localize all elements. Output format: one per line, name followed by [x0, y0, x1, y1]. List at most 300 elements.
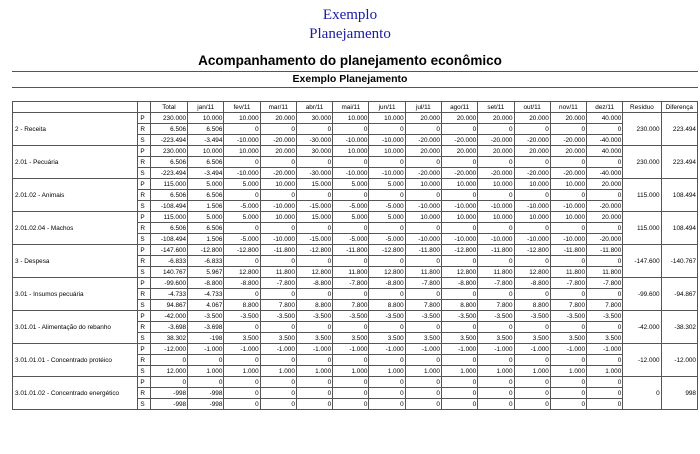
header-total: Total: [150, 102, 187, 113]
month-cell: -3.500: [369, 311, 405, 322]
month-cell: -12.800: [369, 245, 405, 256]
month-cell: 10.000: [369, 146, 405, 157]
month-cell: 11.800: [405, 267, 441, 278]
month-cell: 0: [224, 223, 260, 234]
month-cell: -3.500: [550, 311, 586, 322]
month-cell: 0: [478, 223, 514, 234]
title-divider: [12, 71, 698, 72]
total-cell: -998: [150, 399, 187, 410]
month-cell: 0: [224, 399, 260, 410]
month-cell: -11.800: [260, 245, 296, 256]
month-cell: -20.000: [260, 168, 296, 179]
month-cell: 0: [333, 399, 369, 410]
account-label: 3 - Despesa: [13, 245, 138, 278]
month-cell: 10.000: [260, 212, 296, 223]
month-cell: 0: [514, 256, 550, 267]
month-cell: 0: [369, 124, 405, 135]
row-type: P: [138, 146, 150, 157]
month-cell: 7.800: [550, 300, 586, 311]
month-cell: 0: [224, 388, 260, 399]
month-cell: 0: [587, 256, 623, 267]
month-cell: -7.800: [478, 278, 514, 289]
month-cell: -5.000: [333, 201, 369, 212]
total-cell: -4.733: [150, 289, 187, 300]
total-cell: -12.000: [150, 344, 187, 355]
month-cell: -998: [188, 399, 224, 410]
month-cell: 1.000: [369, 366, 405, 377]
table-row: [13, 146, 698, 157]
total-cell: 38.302: [150, 333, 187, 344]
month-cell: -1.000: [405, 344, 441, 355]
planning-table: [12, 101, 698, 410]
month-cell: 7.800: [587, 300, 623, 311]
month-cell: 0: [296, 289, 332, 300]
table-row: [13, 245, 698, 256]
month-cell: 10.000: [188, 146, 224, 157]
month-cell: 5.000: [224, 212, 260, 223]
month-cell: 1.000: [260, 366, 296, 377]
account-label: 3.01.01 - Alimentação do rebanho: [13, 311, 138, 344]
month-cell: 1.000: [550, 366, 586, 377]
month-cell: 0: [296, 355, 332, 366]
month-cell: 0: [478, 322, 514, 333]
month-cell: 0: [514, 190, 550, 201]
header-row: [13, 102, 698, 113]
month-cell: -10.000: [514, 201, 550, 212]
month-cell: 0: [441, 124, 477, 135]
month-cell: 12.800: [369, 267, 405, 278]
month-cell: -10.000: [333, 168, 369, 179]
month-cell: -20.000: [405, 135, 441, 146]
month-cell: 5.000: [369, 179, 405, 190]
month-cell: 0: [260, 223, 296, 234]
month-cell: 0: [478, 157, 514, 168]
month-cell: 0: [587, 124, 623, 135]
month-cell: 0: [333, 256, 369, 267]
month-cell: 6.506: [188, 223, 224, 234]
month-cell: -20.000: [587, 234, 623, 245]
month-cell: 0: [260, 256, 296, 267]
month-cell: 0: [441, 355, 477, 366]
month-cell: 0: [478, 289, 514, 300]
month-cell: -6.833: [188, 256, 224, 267]
month-cell: 0: [333, 223, 369, 234]
month-cell: 0: [441, 377, 477, 388]
month-cell: 10.000: [333, 146, 369, 157]
month-cell: 5.000: [224, 179, 260, 190]
month-cell: 3.500: [369, 333, 405, 344]
total-cell: -3.698: [150, 322, 187, 333]
month-cell: 15.000: [296, 179, 332, 190]
month-cell: 10.000: [405, 212, 441, 223]
month-cell: -1.000: [514, 344, 550, 355]
month-cell: 0: [296, 124, 332, 135]
month-cell: 0: [369, 322, 405, 333]
month-cell: -3.500: [478, 311, 514, 322]
table-row: [13, 212, 698, 223]
month-cell: 0: [405, 388, 441, 399]
month-cell: 4.067: [188, 300, 224, 311]
month-cell: -7.800: [550, 278, 586, 289]
month-cell: 10.000: [224, 113, 260, 124]
month-cell: -1.000: [587, 344, 623, 355]
month-cell: 0: [369, 190, 405, 201]
month-cell: 0: [514, 157, 550, 168]
month-cell: 0: [587, 190, 623, 201]
month-cell: 1.506: [188, 234, 224, 245]
month-cell: 0: [587, 355, 623, 366]
month-cell: 0: [550, 388, 586, 399]
month-cell: -7.800: [333, 278, 369, 289]
month-cell: -3.698: [188, 322, 224, 333]
month-cell: -20.000: [514, 135, 550, 146]
month-cell: -10.000: [224, 168, 260, 179]
row-type: R: [138, 355, 150, 366]
month-cell: 8.800: [514, 300, 550, 311]
month-cell: 0: [550, 399, 586, 410]
month-cell: -30.000: [296, 168, 332, 179]
month-cell: 3.500: [224, 333, 260, 344]
month-cell: 0: [405, 289, 441, 300]
table-row: [13, 344, 698, 355]
month-cell: -1.000: [369, 344, 405, 355]
month-cell: 0: [296, 377, 332, 388]
month-cell: 10.000: [514, 212, 550, 223]
month-cell: 0: [550, 355, 586, 366]
diferenca-cell: -140.767: [661, 245, 697, 278]
month-cell: -998: [188, 388, 224, 399]
row-type: S: [138, 300, 150, 311]
header-month: jul/11: [405, 102, 441, 113]
month-cell: 0: [405, 256, 441, 267]
month-cell: 0: [369, 289, 405, 300]
diferenca-cell: 223.494: [661, 146, 697, 179]
month-cell: 3.500: [296, 333, 332, 344]
diferenca-cell: -38.302: [661, 311, 697, 344]
month-cell: 0: [369, 223, 405, 234]
month-cell: -10.000: [514, 234, 550, 245]
header-month: set/11: [478, 102, 514, 113]
month-cell: -20.000: [478, 135, 514, 146]
month-cell: 7.800: [333, 300, 369, 311]
month-cell: -7.800: [587, 278, 623, 289]
month-cell: 1.000: [333, 366, 369, 377]
total-cell: -42.000: [150, 311, 187, 322]
month-cell: 1.000: [405, 366, 441, 377]
residuo-cell: -147.600: [623, 245, 661, 278]
month-cell: 0: [224, 289, 260, 300]
month-cell: 0: [514, 289, 550, 300]
row-type: R: [138, 223, 150, 234]
month-cell: -3.500: [333, 311, 369, 322]
month-cell: 0: [478, 399, 514, 410]
month-cell: 20.000: [550, 146, 586, 157]
month-cell: -1.000: [260, 344, 296, 355]
header-month: ago/11: [441, 102, 477, 113]
row-type: S: [138, 399, 150, 410]
month-cell: 10.000: [369, 113, 405, 124]
total-cell: -108.494: [150, 234, 187, 245]
month-cell: 20.000: [260, 113, 296, 124]
month-cell: 10.000: [441, 179, 477, 190]
diferenca-cell: 998: [661, 377, 697, 410]
month-cell: 15.000: [296, 212, 332, 223]
month-cell: 8.800: [369, 300, 405, 311]
month-cell: 11.800: [260, 267, 296, 278]
month-cell: 0: [369, 355, 405, 366]
month-cell: -7.800: [260, 278, 296, 289]
month-cell: 0: [550, 289, 586, 300]
month-cell: 0: [260, 377, 296, 388]
month-cell: -1.000: [441, 344, 477, 355]
row-type: P: [138, 212, 150, 223]
month-cell: -3.494: [188, 168, 224, 179]
month-cell: 0: [550, 377, 586, 388]
month-cell: 12.800: [441, 267, 477, 278]
month-cell: 10.000: [550, 212, 586, 223]
month-cell: -10.000: [550, 234, 586, 245]
month-cell: 0: [296, 322, 332, 333]
header-month: mar/11: [260, 102, 296, 113]
month-cell: 5.000: [333, 212, 369, 223]
month-cell: -3.500: [296, 311, 332, 322]
row-type: R: [138, 190, 150, 201]
month-cell: -1.000: [550, 344, 586, 355]
account-label: 3.01.01.02 - Concentrado energético: [13, 377, 138, 410]
month-cell: 0: [550, 190, 586, 201]
month-cell: 20.000: [514, 113, 550, 124]
residuo-cell: 115.000: [623, 179, 661, 212]
month-cell: 0: [224, 157, 260, 168]
month-cell: -3.500: [587, 311, 623, 322]
month-cell: 10.000: [405, 179, 441, 190]
month-cell: 20.000: [587, 212, 623, 223]
month-cell: -5.000: [224, 234, 260, 245]
month-cell: 0: [405, 190, 441, 201]
total-cell: 12.000: [150, 366, 187, 377]
month-cell: 0: [405, 355, 441, 366]
total-cell: 140.767: [150, 267, 187, 278]
month-cell: 11.800: [478, 267, 514, 278]
row-type: S: [138, 366, 150, 377]
account-label: 2.01.02 - Animais: [13, 179, 138, 212]
row-type: S: [138, 135, 150, 146]
month-cell: 0: [296, 190, 332, 201]
month-cell: 0: [405, 399, 441, 410]
logo-line-2: Planejamento: [309, 26, 391, 42]
month-cell: -30.000: [296, 135, 332, 146]
month-cell: 0: [587, 322, 623, 333]
month-cell: 0: [333, 388, 369, 399]
month-cell: 12.800: [514, 267, 550, 278]
month-cell: 0: [296, 388, 332, 399]
month-cell: -40.000: [587, 168, 623, 179]
total-cell: -6.833: [150, 256, 187, 267]
month-cell: -20.000: [514, 168, 550, 179]
month-cell: 0: [260, 124, 296, 135]
month-cell: 7.800: [405, 300, 441, 311]
month-cell: 0: [550, 256, 586, 267]
month-cell: 8.800: [441, 300, 477, 311]
month-cell: 10.000: [188, 113, 224, 124]
month-cell: 20.000: [478, 146, 514, 157]
month-cell: 0: [224, 377, 260, 388]
month-cell: 30.000: [296, 146, 332, 157]
row-type: R: [138, 124, 150, 135]
month-cell: 20.000: [405, 146, 441, 157]
header-month: fev/11: [224, 102, 260, 113]
month-cell: -5.000: [369, 201, 405, 212]
month-cell: 12.800: [296, 267, 332, 278]
month-cell: -3.500: [188, 311, 224, 322]
month-cell: 0: [514, 322, 550, 333]
month-cell: -20.000: [550, 135, 586, 146]
month-cell: -1.000: [296, 344, 332, 355]
month-cell: -8.800: [224, 278, 260, 289]
header-month: jan/11: [188, 102, 224, 113]
month-cell: 1.000: [296, 366, 332, 377]
month-cell: -1.000: [224, 344, 260, 355]
month-cell: -10.000: [550, 201, 586, 212]
month-cell: 0: [224, 256, 260, 267]
row-type: R: [138, 388, 150, 399]
month-cell: 40.000: [587, 146, 623, 157]
month-cell: 1.000: [478, 366, 514, 377]
month-cell: -8.800: [369, 278, 405, 289]
month-cell: -198: [188, 333, 224, 344]
month-cell: 12.800: [224, 267, 260, 278]
subtitle-divider: [12, 87, 698, 88]
month-cell: 0: [587, 223, 623, 234]
month-cell: -12.800: [188, 245, 224, 256]
month-cell: 0: [514, 355, 550, 366]
month-cell: -12.800: [224, 245, 260, 256]
month-cell: 5.000: [333, 179, 369, 190]
month-cell: 0: [478, 256, 514, 267]
total-cell: 230.000: [150, 113, 187, 124]
month-cell: 0: [478, 388, 514, 399]
total-cell: -223.494: [150, 168, 187, 179]
header-month: jun/11: [369, 102, 405, 113]
month-cell: -10.000: [369, 135, 405, 146]
month-cell: 0: [478, 377, 514, 388]
account-label: 3.01.01.01 - Concentrado protéico: [13, 344, 138, 377]
residuo-cell: 230.000: [623, 146, 661, 179]
month-cell: 0: [478, 124, 514, 135]
month-cell: 7.800: [478, 300, 514, 311]
month-cell: 3.500: [587, 333, 623, 344]
month-cell: 0: [514, 399, 550, 410]
account-label: 3.01 - Insumos pecuária: [13, 278, 138, 311]
month-cell: 0: [296, 256, 332, 267]
month-cell: 0: [369, 377, 405, 388]
month-cell: 3.500: [405, 333, 441, 344]
month-cell: 0: [369, 399, 405, 410]
total-cell: 6.506: [150, 157, 187, 168]
month-cell: 0: [441, 190, 477, 201]
month-cell: -4.733: [188, 289, 224, 300]
header-month: out/11: [514, 102, 550, 113]
table-row: [13, 377, 698, 388]
header-month: dez/11: [587, 102, 623, 113]
header-type: [138, 102, 150, 113]
month-cell: 0: [514, 388, 550, 399]
month-cell: 0: [224, 124, 260, 135]
month-cell: 0: [260, 289, 296, 300]
row-type: P: [138, 245, 150, 256]
month-cell: -20.000: [587, 201, 623, 212]
month-cell: 5.000: [188, 179, 224, 190]
month-cell: 0: [441, 289, 477, 300]
header-month: nov/11: [550, 102, 586, 113]
month-cell: -20.000: [405, 168, 441, 179]
month-cell: -15.000: [296, 201, 332, 212]
month-cell: 0: [441, 388, 477, 399]
diferenca-cell: 223.494: [661, 113, 697, 146]
month-cell: -3.500: [405, 311, 441, 322]
row-type: R: [138, 157, 150, 168]
month-cell: -12.800: [514, 245, 550, 256]
total-cell: 94.867: [150, 300, 187, 311]
month-cell: -3.500: [224, 311, 260, 322]
month-cell: 10.000: [514, 179, 550, 190]
month-cell: -15.000: [296, 234, 332, 245]
month-cell: 0: [188, 355, 224, 366]
total-cell: 230.000: [150, 146, 187, 157]
header-month: mai/11: [333, 102, 369, 113]
month-cell: -12.800: [441, 245, 477, 256]
month-cell: 0: [333, 157, 369, 168]
month-cell: 0: [441, 399, 477, 410]
month-cell: -20.000: [441, 135, 477, 146]
month-cell: 5.000: [369, 212, 405, 223]
month-cell: 0: [478, 190, 514, 201]
row-type: S: [138, 333, 150, 344]
month-cell: 10.000: [478, 179, 514, 190]
total-cell: 0: [150, 355, 187, 366]
logo-line-1: Exemplo: [322, 7, 378, 23]
month-cell: 0: [514, 377, 550, 388]
month-cell: 6.506: [188, 157, 224, 168]
row-type: S: [138, 201, 150, 212]
month-cell: -5.000: [224, 201, 260, 212]
month-cell: 8.800: [296, 300, 332, 311]
month-cell: 0: [260, 355, 296, 366]
row-type: R: [138, 289, 150, 300]
diferenca-cell: 108.494: [661, 212, 697, 245]
month-cell: 3.500: [478, 333, 514, 344]
month-cell: 0: [296, 223, 332, 234]
month-cell: 0: [550, 124, 586, 135]
month-cell: 0: [260, 157, 296, 168]
month-cell: 0: [478, 355, 514, 366]
month-cell: 0: [260, 322, 296, 333]
company-logo: [290, 6, 410, 44]
row-type: R: [138, 322, 150, 333]
month-cell: 5.967: [188, 267, 224, 278]
total-cell: -99.600: [150, 278, 187, 289]
total-cell: -108.494: [150, 201, 187, 212]
month-cell: 0: [296, 399, 332, 410]
month-cell: 0: [369, 157, 405, 168]
table-row: [13, 278, 698, 289]
month-cell: 20.000: [441, 146, 477, 157]
month-cell: 11.800: [550, 267, 586, 278]
header-residuo: Resíduo: [623, 102, 661, 113]
month-cell: 0: [441, 157, 477, 168]
month-cell: 0: [369, 388, 405, 399]
header-account: [13, 102, 138, 113]
